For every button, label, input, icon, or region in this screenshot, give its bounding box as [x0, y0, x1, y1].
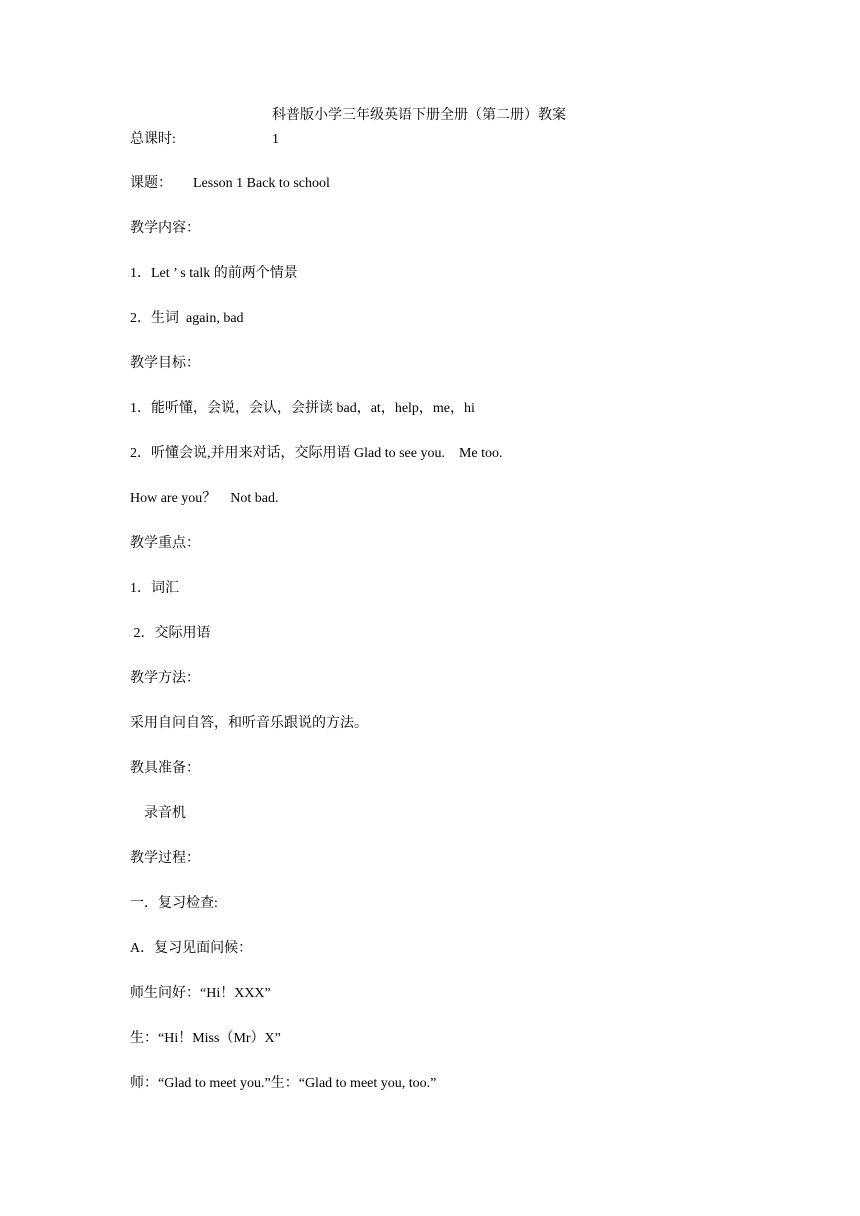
objectives-heading: 教学目标：	[130, 356, 200, 371]
process-step-1: 一．复习检查:	[130, 896, 218, 911]
objective-item-2-continued: How are you？ Not bad.	[130, 491, 279, 506]
key-points-heading: 教学重点：	[130, 536, 200, 551]
objective-item-2: 2．听懂会说,并用来对话，交际用语 Glad to see you. Me too.	[130, 446, 503, 461]
process-heading: 教学过程：	[130, 851, 200, 866]
total-hours-label: 总课时:	[130, 132, 176, 147]
document-title: 科普版小学三年级英语下册全册（第二册）教案	[272, 108, 566, 123]
content-item-1: 1．Let ’ s talk 的前两个情景	[130, 266, 298, 281]
dialogue-line-1: 师生问好：“Hi！XXX”	[130, 986, 271, 1001]
materials-heading: 教具准备：	[130, 761, 200, 776]
dialogue-line-3: 师：“Glad to meet you.”生：“Glad to meet you, too.”	[130, 1076, 437, 1091]
key-point-item-2: 2．交际用语	[130, 626, 211, 641]
materials-text: 录音机	[130, 806, 186, 821]
content-item-2: 2．生词 again, bad	[130, 311, 244, 326]
key-point-item-1: 1．词汇	[130, 581, 179, 596]
total-hours-value: 1	[272, 132, 279, 147]
content-heading: 教学内容：	[130, 221, 200, 236]
methods-heading: 教学方法：	[130, 671, 200, 686]
lesson-topic-line: 课题： Lesson 1 Back to school	[130, 176, 330, 191]
dialogue-line-2: 生：“Hi！Miss（Mr）X”	[130, 1031, 281, 1046]
methods-text: 采用自问自答，和听音乐跟说的方法。	[130, 716, 368, 731]
objective-item-1: 1．能听懂，会说，会认，会拼读 bad，at，help，me，hi	[130, 401, 475, 416]
process-step-a: A．复习见面问候：	[130, 941, 253, 956]
